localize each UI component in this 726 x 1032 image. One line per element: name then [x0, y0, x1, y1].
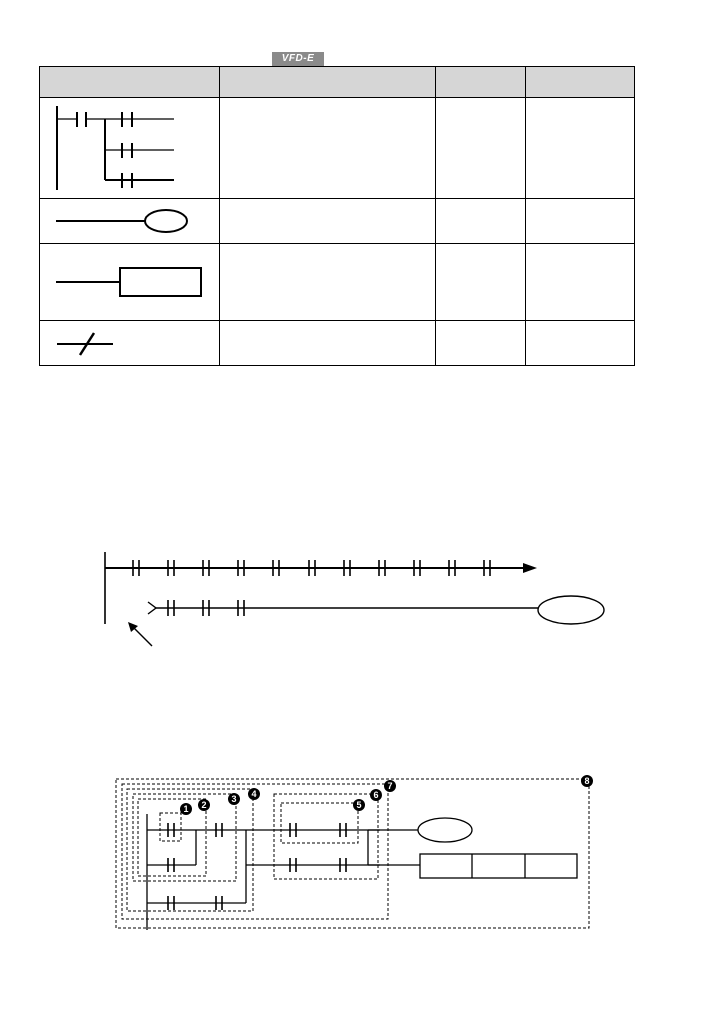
table-header-row [40, 67, 635, 98]
symbol-cell [40, 321, 220, 366]
function-block-icon [40, 244, 220, 321]
table-row [40, 244, 635, 321]
operand-cell [526, 244, 635, 321]
table-row [40, 98, 635, 199]
symbol-table [39, 66, 635, 366]
operand-cell [526, 321, 635, 366]
ladder-continuation-diagram [0, 540, 726, 660]
block-marker-6: 6 [373, 790, 379, 800]
block-marker-7: 7 [387, 781, 393, 791]
operand-cell [526, 199, 635, 244]
description-cell [220, 244, 436, 321]
operand-cell [526, 98, 635, 199]
block-marker-4: 4 [251, 789, 257, 799]
command-cell [436, 321, 526, 366]
block-marker-2: 2 [201, 800, 207, 810]
output-coil-icon [538, 596, 604, 624]
top-rung-contacts [105, 560, 537, 576]
vfd-e-logo: VFD-E [272, 52, 324, 66]
header-cell [436, 67, 526, 98]
pointer-arrow-icon [128, 622, 152, 646]
ladder-lines [147, 814, 577, 930]
output-coil-icon [418, 818, 472, 842]
block-marker-8: 8 [584, 776, 590, 786]
description-cell [220, 321, 436, 366]
block-markers [180, 775, 593, 815]
output-coil-icon [40, 199, 220, 244]
description-cell [220, 199, 436, 244]
bottom-rung [148, 596, 604, 624]
branch-contacts-icon [40, 98, 220, 199]
table-row [40, 199, 635, 244]
symbol-cell [40, 244, 220, 321]
block-marker-1: 1 [183, 804, 189, 814]
header-cell [220, 67, 436, 98]
continuation-arrow-icon [523, 563, 537, 573]
table-row [40, 321, 635, 366]
symbol-cell [40, 199, 220, 244]
command-cell [436, 98, 526, 199]
crossed-line-icon [40, 321, 220, 366]
block-marker-5: 5 [356, 800, 362, 810]
description-cell [220, 98, 436, 199]
header-cell [40, 67, 220, 98]
symbol-cell [40, 98, 220, 199]
block-marker-3: 3 [231, 794, 237, 804]
command-cell [436, 199, 526, 244]
command-cell [436, 244, 526, 321]
header-cell [526, 67, 635, 98]
function-block-icon [420, 854, 577, 878]
ladder-block-grouping-diagram [0, 770, 726, 940]
